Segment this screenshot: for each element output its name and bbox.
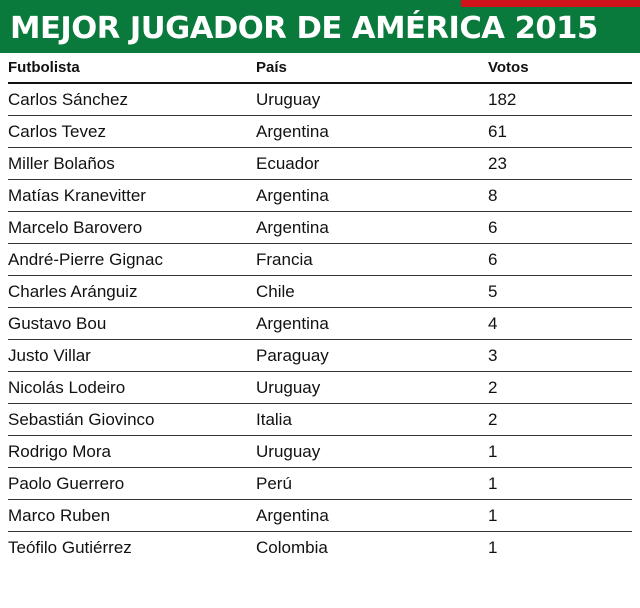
table-row (8, 276, 632, 308)
table-row (8, 180, 632, 212)
top-accent-bars (0, 0, 640, 7)
cell-votes: 1 (488, 473, 498, 493)
cell-player: Marco Ruben (8, 505, 111, 525)
cell-player: Teófilo Gutiérrez (8, 538, 132, 557)
column-header-votes: Votos (488, 58, 529, 76)
table-row (8, 436, 632, 468)
cell-player: André-Pierre Gignac (8, 249, 163, 269)
cell-votes: 182 (488, 89, 517, 109)
cell-country: Uruguay (256, 89, 321, 109)
cell-votes: 4 (488, 313, 498, 333)
cell-country: Ecuador (256, 153, 320, 173)
table-row (8, 116, 632, 148)
table-row (8, 212, 632, 244)
cell-country: Argentina (256, 217, 329, 237)
votes-table (0, 53, 640, 564)
cell-votes: 8 (488, 185, 498, 205)
accent-bar-green (0, 0, 461, 7)
cell-country: Perú (256, 473, 292, 493)
cell-player: Carlos Tevez (8, 121, 106, 141)
cell-country: Francia (256, 249, 313, 269)
cell-votes: 1 (488, 538, 498, 557)
cell-votes: 5 (488, 281, 498, 301)
table-row (8, 340, 632, 372)
cell-country: Argentina (256, 505, 329, 525)
cell-votes: 1 (488, 505, 498, 525)
table-row (8, 372, 632, 404)
cell-votes: 2 (488, 409, 498, 429)
accent-bar-red (461, 0, 640, 7)
cell-votes: 3 (488, 345, 498, 365)
cell-player: Rodrigo Mora (8, 441, 111, 461)
title-band (0, 7, 640, 53)
cell-country: Argentina (256, 185, 329, 205)
cell-votes: 1 (488, 441, 498, 461)
cell-player: Gustavo Bou (8, 313, 107, 333)
cell-votes: 2 (488, 377, 498, 397)
table-row (8, 308, 632, 340)
table-row (8, 468, 632, 500)
cell-player: Charles Aránguiz (8, 281, 138, 301)
cell-player: Matías Kranevitter (8, 185, 146, 205)
cell-country: Argentina (256, 121, 329, 141)
table-row (8, 244, 632, 276)
cell-votes: 61 (488, 121, 507, 141)
cell-country: Argentina (256, 313, 329, 333)
page-title: MEJOR JUGADOR DE AMÉRICA 2015 (10, 11, 598, 46)
table-row (8, 84, 632, 116)
cell-votes: 6 (488, 217, 498, 237)
cell-player: Sebastián Giovinco (8, 409, 155, 429)
cell-country: Uruguay (256, 441, 321, 461)
cell-country: Colombia (256, 538, 328, 557)
cell-country: Chile (256, 281, 295, 301)
cell-votes: 23 (488, 153, 507, 173)
cell-country: Paraguay (256, 345, 329, 365)
cell-country: Uruguay (256, 377, 321, 397)
cell-player: Marcelo Barovero (8, 217, 143, 237)
cell-player: Miller Bolaños (8, 153, 115, 173)
cell-player: Paolo Guerrero (8, 473, 125, 493)
cell-country: Italia (256, 409, 292, 429)
table-header-row (8, 53, 632, 84)
table-row (8, 500, 632, 532)
cell-player: Carlos Sánchez (8, 89, 129, 109)
cell-player: Nicolás Lodeiro (8, 377, 126, 397)
table-row (8, 148, 632, 180)
cell-player: Justo Villar (8, 345, 91, 365)
table-row (8, 404, 632, 436)
column-header-country: País (256, 58, 287, 76)
table-row (8, 532, 632, 564)
cell-votes: 6 (488, 249, 498, 269)
column-header-player: Futbolista (8, 58, 80, 76)
